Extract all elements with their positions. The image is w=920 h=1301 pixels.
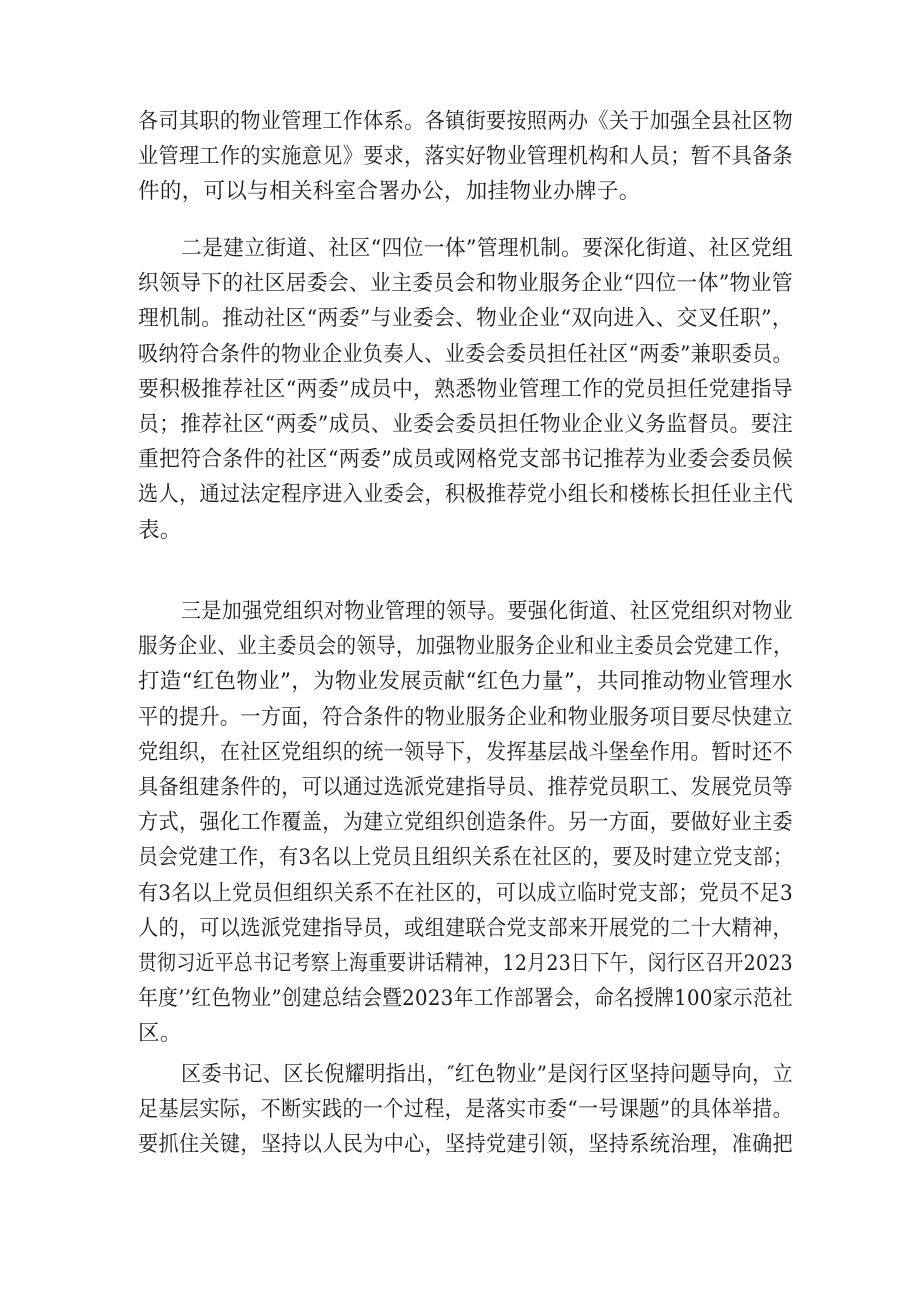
paragraph-line: 要抓住关键，坚持以人民为中心，坚持党建引领，坚持系统治理，准确把 <box>138 1132 794 1158</box>
paragraph-line: 有3名以上党员但组织关系不在社区的，可以成立临时党支部；党员不足3 <box>138 880 793 906</box>
paragraph-line: 贯彻习近平总书记考察上海重要讲话精神，12月23日下午，闵行区召开2023 <box>138 951 793 976</box>
paragraph-line: 选人，通过法定程序进入业委会，积极推荐党小组长和楼栋长担任业主代 <box>138 482 794 508</box>
paragraph-line: 员；推荐社区“两委”成员、业委会委员担任物业企业义务监督员。要注 <box>138 412 793 437</box>
paragraph-line: 理机制。推动社区“两委”与业委会、物业企业“双向进入、交叉任职”， <box>138 306 793 332</box>
paragraph-line: 各司其职的物业管理工作体系。各镇街要按照两办《关于加强全县社区物 <box>138 109 794 134</box>
paragraph-line: 年度’’红色物业”创建总结会暨2023年工作部署会，命名授牌100家示范社 <box>138 986 793 1012</box>
paragraph-line: 吸纳符合条件的物业企业负奏人、业委会委员担任社区“两委”兼职委员。 <box>138 341 794 367</box>
paragraph-line: 人的，可以选派党建指导员，或组建联合党支部来开展党的二十大精神， <box>138 915 794 941</box>
paragraph-line: 重把符合条件的社区“两委”成员或网格党支部书记推荐为业委会委员候 <box>138 447 793 473</box>
paragraph-line: 区。 <box>138 1021 182 1047</box>
paragraph-line: 二是建立街道、社区“四位一体”管理机制。要深化街道、社区党组 <box>181 236 793 261</box>
paragraph-line: 表。 <box>138 517 182 543</box>
paragraph-line: 平的提升。一方面，符合条件的物业服务企业和物业服务项目要尽快建立 <box>138 704 794 730</box>
paragraph-line: 三是加强党组织对物业管理的领导。要强化街道、社区党组织对物业 <box>181 599 793 624</box>
paragraph-line: 具备组建条件的，可以通过选派党建指导员、推荐党员职工、发展党员等 <box>138 775 794 800</box>
paragraph-line: 足基层实际，不断实践的一个过程，是落实市委“一号课题”的具体举措。 <box>138 1097 794 1123</box>
paragraph-line: 员会党建工作，有3名以上党员且组织关系在社区的，要及时建立党支部； <box>138 845 794 871</box>
paragraph-line: 业管理工作的实施意见》要求，落实好物业管理机构和人员；暂不具备条 <box>138 144 794 170</box>
paragraph-line: 要积极推荐社区“两委”成员中，熟悉物业管理工作的党员担任党建指导 <box>138 376 793 402</box>
paragraph-line: 方式，强化工作覆盖，为建立党组织创造条件。另一方面，要做好业主委 <box>138 810 794 836</box>
paragraph-line: 件的，可以与相关科室合署办公，加挂物业办牌子。 <box>138 179 641 205</box>
paragraph-line: 区委书记、区长倪耀明指出，″红色物业”是闵行区坚持问题导向，立 <box>181 1062 794 1087</box>
paragraph-line: 织领导下的社区居委会、业主委员会和物业服务企业“四位一体”物业管 <box>138 271 793 297</box>
paragraph-line: 服务企业、业主委员会的领导，加强物业服务企业和业主委员会党建工作， <box>138 634 794 660</box>
paragraph-line: 打造“红色物业”，为物业发展贡献“红色力量”，共同推动物业管理水 <box>138 669 794 695</box>
paragraph-line: 党组织，在社区党组织的统一领导下，发挥基层战斗堡垒作用。暂时还不 <box>138 739 794 765</box>
